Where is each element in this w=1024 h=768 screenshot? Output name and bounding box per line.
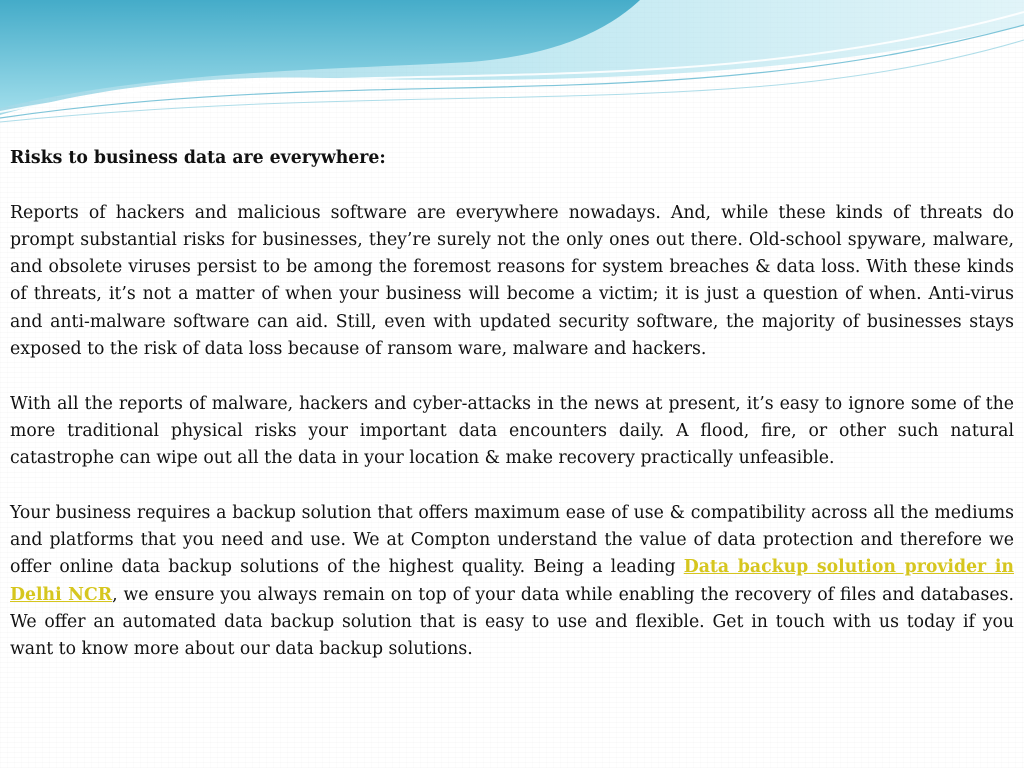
paragraph-text-after-link: , we ensure you always remain on top of your data while enabling the recovery of files and databases. We offer an automated data backup solution that is easy to use and flexible. Get in touch with us today if you want to know more about our data backup solutions. [10, 584, 1014, 660]
data-backup-provider-link[interactable]: Data backup solution provider in Delhi NCR [10, 557, 1015, 605]
header-wave-decoration [0, 0, 1024, 125]
section-heading: Risks to business data are everywhere: [10, 148, 386, 168]
paragraph-text-before-link: Your business requires a backup solution that offers maximum ease of use & compatibility across all the mediums and platforms that you need and use. We at Compton understand the value of data protection and therefore we offer online data backup solutions of the highest quality. Being a leading [10, 502, 1014, 578]
paragraph-threats: Reports of hackers and malicious software are everywhere nowadays. And, while these kinds of threats do prompt substantial risks for businesses, they’re surely not the only ones out there. Old-school spyware, malware, and obsolete viruses persist to be among the foremost reasons for system breaches & data loss. With these kinds of threats, it’s not a matter of when your business will become a victim; it is just a question of when. Anti-virus and anti-malware software can aid. Still, even with updated security software, the majority of businesses stays exposed to the risk of data loss because of ransom ware, malware and hackers. [10, 202, 1014, 360]
document-body [10, 145, 1014, 691]
paragraph-physical-risks: With all the reports of malware, hackers and cyber-attacks in the news at present, it’s easy to ignore some of the more traditional physical risks your important data encounters daily. A flood, fire, or other such natural catastrophe can wipe out all the data in your location & make recovery practically unfeasible. [10, 393, 1014, 469]
paragraph-backup-solution [10, 500, 1014, 664]
